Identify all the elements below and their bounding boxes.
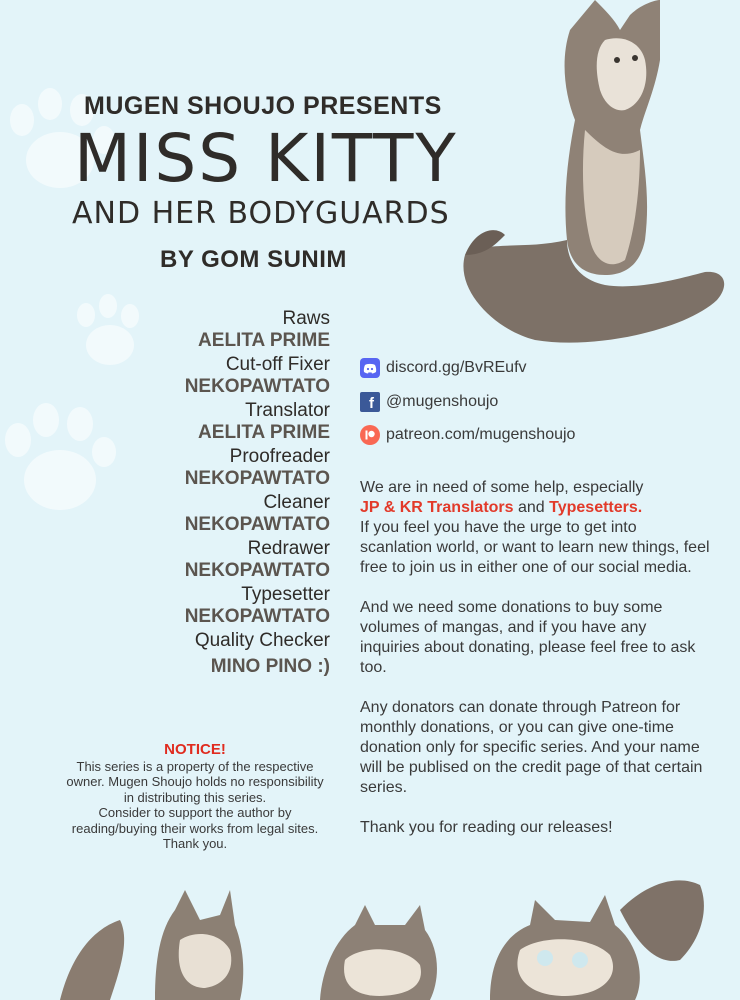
credit-role: Redrawer bbox=[247, 538, 330, 559]
discord-icon bbox=[360, 358, 380, 378]
presents-heading: MUGEN SHOUJO PRESENTS bbox=[84, 92, 442, 120]
patreon-icon bbox=[360, 425, 380, 445]
credit-entry bbox=[90, 538, 330, 582]
credit-entry bbox=[90, 492, 330, 536]
credit-entry bbox=[90, 446, 330, 490]
credit-name: NEKOPAWTATO bbox=[184, 606, 330, 627]
typesetters-highlight: Typesetters bbox=[549, 499, 638, 516]
credit-entry bbox=[90, 630, 330, 678]
credit-role: Translator bbox=[245, 400, 330, 421]
join-text: If you feel you have the urge to get into scanlation world, or want to learn new things, feel free to join us in either one of our social media. bbox=[360, 519, 710, 576]
credit-name: NEKOPAWTATO bbox=[184, 514, 330, 535]
credit-entry bbox=[90, 308, 330, 352]
credit-role: Proofreader bbox=[229, 446, 330, 467]
donation-paragraph: And we need some donations to buy some volumes of mangas, and if you have any inquiries about donating, please feel free to ask too. bbox=[360, 599, 696, 676]
credit-role: Raws bbox=[282, 308, 330, 329]
cat-illustration-bottom bbox=[60, 870, 740, 1000]
credit-role: Typesetter bbox=[241, 584, 330, 605]
discord-url: discord.gg/BvREufv bbox=[386, 359, 527, 376]
credit-name: AELITA PRIME bbox=[198, 330, 330, 351]
credit-name: AELITA PRIME bbox=[198, 422, 330, 443]
credit-entry bbox=[90, 354, 330, 398]
notice-line: Thank you. bbox=[162, 836, 228, 851]
facebook-link[interactable] bbox=[360, 392, 700, 412]
and-text: and bbox=[513, 499, 550, 516]
notice-line: reading/buying their works from legal sites. bbox=[71, 820, 319, 836]
facebook-icon: f bbox=[360, 392, 380, 412]
credit-role: Cleaner bbox=[263, 492, 330, 513]
notice-line: owner. Mugen Shoujo holds no responsibility bbox=[66, 774, 324, 789]
credit-entry bbox=[90, 400, 330, 444]
credit-name: NEKOPAWTATO bbox=[184, 376, 330, 397]
facebook-handle: @mugenshoujo bbox=[386, 393, 499, 410]
notice-line: in distributing this series. bbox=[123, 789, 267, 805]
credits-list bbox=[90, 308, 330, 680]
recruitment-message bbox=[360, 478, 710, 858]
notice-box bbox=[54, 742, 336, 852]
patreon-paragraph: Any donators can donate through Patreon for monthly donations, or you can give one-time donation only for specific series. And your name will be publised on the credit page of that certain series. bbox=[360, 699, 703, 796]
help-intro: We are in need of some help, especially bbox=[360, 479, 644, 496]
cat-illustration-top bbox=[455, 0, 740, 350]
credit-role: Quality Checker bbox=[194, 630, 330, 651]
credit-name: MINO PINO :) bbox=[210, 656, 330, 677]
credit-role: Cut-off Fixer bbox=[225, 354, 330, 375]
series-subtitle: AND HER BODYGUARDS bbox=[72, 196, 450, 231]
discord-link[interactable] bbox=[360, 358, 700, 378]
patreon-link[interactable] bbox=[360, 425, 700, 445]
notice-line: This series is a property of the respective bbox=[76, 758, 314, 774]
credit-entry bbox=[90, 584, 330, 628]
patreon-url: patreon.com/mugenshoujo bbox=[386, 426, 576, 443]
translators-highlight: JP & KR Translators bbox=[360, 499, 514, 516]
thanks-paragraph: Thank you for reading our releases! bbox=[360, 819, 613, 836]
period-text: . bbox=[637, 499, 643, 516]
notice-line: Consider to support the author by bbox=[98, 805, 292, 820]
author-line: BY GOM SUNIM bbox=[160, 246, 347, 273]
credit-name: NEKOPAWTATO bbox=[184, 560, 330, 581]
help-paragraph bbox=[360, 478, 710, 578]
series-title: MISS KITTY bbox=[74, 120, 458, 197]
notice-title: NOTICE! bbox=[164, 741, 226, 758]
credit-name: NEKOPAWTATO bbox=[184, 468, 330, 489]
